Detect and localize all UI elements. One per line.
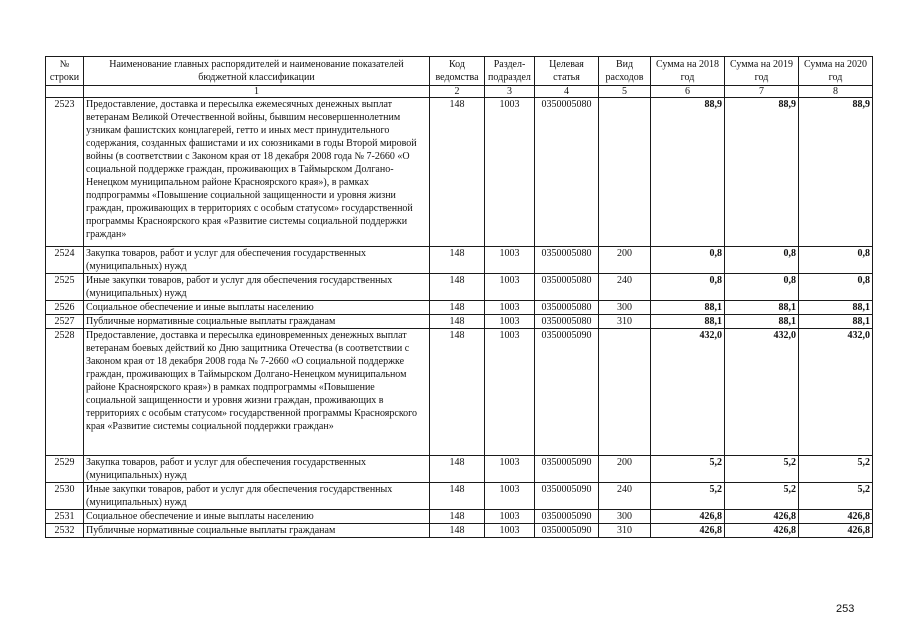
header-sum-2018: Сумма на 2018 год [651,57,725,86]
row-number: 2532 [46,524,84,538]
row-name: Иные закупки товаров, работ и услуг для обеспечения государственных (муниципальных) нужд [84,483,430,510]
header-statya: Целевая статья [535,57,599,86]
table-row [46,98,873,247]
row-statya: 0350005080 [535,315,599,329]
row-sum-2019: 88,1 [725,315,799,329]
table-row [46,524,873,538]
row-number: 2526 [46,301,84,315]
row-razdel: 1003 [485,483,535,510]
column-numbers-row [46,86,873,98]
row-razdel: 1003 [485,329,535,456]
header-row-number: № строки [46,57,84,86]
row-statya: 0350005090 [535,524,599,538]
row-vedomstvo: 148 [430,456,485,483]
row-razdel: 1003 [485,274,535,301]
row-vid: 310 [599,315,651,329]
row-name: Закупка товаров, работ и услуг для обеспечения государственных (муниципальных) нужд [84,247,430,274]
row-sum-2018: 432,0 [651,329,725,456]
row-sum-2019: 88,9 [725,98,799,247]
row-number: 2525 [46,274,84,301]
row-sum-2020: 426,8 [799,510,873,524]
row-vedomstvo: 148 [430,483,485,510]
row-number: 2531 [46,510,84,524]
row-vedomstvo: 148 [430,98,485,247]
row-name: Социальное обеспечение и иные выплаты населению [84,301,430,315]
row-name: Закупка товаров, работ и услуг для обеспечения государственных (муниципальных) нужд [84,456,430,483]
row-sum-2019: 426,8 [725,524,799,538]
row-statya: 0350005090 [535,483,599,510]
table-row [46,301,873,315]
row-razdel: 1003 [485,315,535,329]
column-number: 2 [430,86,485,98]
row-sum-2018: 88,1 [651,301,725,315]
row-sum-2018: 5,2 [651,483,725,510]
row-vedomstvo: 148 [430,301,485,315]
row-sum-2018: 88,9 [651,98,725,247]
row-vid [599,329,651,456]
row-sum-2019: 5,2 [725,483,799,510]
row-sum-2020: 5,2 [799,483,873,510]
row-sum-2018: 426,8 [651,510,725,524]
row-sum-2019: 432,0 [725,329,799,456]
row-vid: 310 [599,524,651,538]
table-row [46,247,873,274]
column-number: 1 [84,86,430,98]
row-sum-2020: 5,2 [799,456,873,483]
header-vedomstvo: Код ведомства [430,57,485,86]
table-row [46,315,873,329]
row-sum-2020: 88,1 [799,301,873,315]
row-sum-2020: 88,1 [799,315,873,329]
header-vid: Вид расходов [599,57,651,86]
row-razdel: 1003 [485,301,535,315]
row-statya: 0350005090 [535,456,599,483]
column-number: 6 [651,86,725,98]
column-number: 4 [535,86,599,98]
header-sum-2020: Сумма на 2020 год [799,57,873,86]
row-vid: 240 [599,483,651,510]
row-razdel: 1003 [485,510,535,524]
header-razdel: Раздел-подраздел [485,57,535,86]
row-vid: 200 [599,456,651,483]
row-razdel: 1003 [485,98,535,247]
row-sum-2019: 0,8 [725,274,799,301]
row-statya: 0350005090 [535,510,599,524]
column-number: 8 [799,86,873,98]
row-sum-2020: 426,8 [799,524,873,538]
row-number: 2528 [46,329,84,456]
row-vedomstvo: 148 [430,274,485,301]
row-statya: 0350005080 [535,98,599,247]
header-row [46,57,873,86]
row-statya: 0350005090 [535,329,599,456]
row-razdel: 1003 [485,247,535,274]
row-number: 2523 [46,98,84,247]
header-name: Наименование главных распорядителей и наименование показателей бюджетной классификации [84,57,430,86]
table-row [46,510,873,524]
row-vid: 240 [599,274,651,301]
row-name: Предоставление, доставка и пересылка единовременных денежных выплат ветеранам боевых действий ко Дню защитника Отечества (в соответствии с Законом края от 18 декабря 2008 года № 7-2660 «О социальной поддержке граждан, проживающих в Таймырском Долгано-Ненецком муниципальном районе Красноярского края») в рамках подпрограммы «Повышение социальной защищенности и уровня жизни граждан, проживающих в территориях с особым статусом» государственной программы Красноярского края «Развитие системы социальной поддержки граждан» [84,329,430,456]
row-number: 2524 [46,247,84,274]
table-row [46,274,873,301]
row-vid: 300 [599,301,651,315]
row-name: Социальное обеспечение и иные выплаты населению [84,510,430,524]
row-razdel: 1003 [485,524,535,538]
row-name: Публичные нормативные социальные выплаты гражданам [84,315,430,329]
row-statya: 0350005080 [535,301,599,315]
row-statya: 0350005080 [535,247,599,274]
row-sum-2020: 432,0 [799,329,873,456]
budget-table [45,56,873,538]
table-row [46,456,873,483]
column-number-blank [46,86,84,98]
row-number: 2527 [46,315,84,329]
row-sum-2018: 5,2 [651,456,725,483]
row-vedomstvo: 148 [430,329,485,456]
column-number: 7 [725,86,799,98]
row-sum-2020: 88,9 [799,98,873,247]
row-vedomstvo: 148 [430,510,485,524]
row-sum-2018: 426,8 [651,524,725,538]
header-sum-2019: Сумма на 2019 год [725,57,799,86]
row-vedomstvo: 148 [430,524,485,538]
row-number: 2530 [46,483,84,510]
column-number: 5 [599,86,651,98]
row-name: Иные закупки товаров, работ и услуг для обеспечения государственных (муниципальных) нужд [84,274,430,301]
row-sum-2019: 88,1 [725,301,799,315]
column-number: 3 [485,86,535,98]
row-sum-2018: 88,1 [651,315,725,329]
row-sum-2018: 0,8 [651,274,725,301]
row-vid [599,98,651,247]
row-sum-2019: 5,2 [725,456,799,483]
row-vid: 200 [599,247,651,274]
row-vedomstvo: 148 [430,315,485,329]
row-sum-2020: 0,8 [799,247,873,274]
row-number: 2529 [46,456,84,483]
row-statya: 0350005080 [535,274,599,301]
row-name: Публичные нормативные социальные выплаты гражданам [84,524,430,538]
row-sum-2018: 0,8 [651,247,725,274]
row-sum-2020: 0,8 [799,274,873,301]
row-vedomstvo: 148 [430,247,485,274]
row-vid: 300 [599,510,651,524]
row-name: Предоставление, доставка и пересылка ежемесячных денежных выплат ветеранам Великой Отечественной войны, бывшим несовершеннолетним узникам фашистских концлагерей, гетто и иных мест принудительного содержания, созданных фашистами и их союзниками в годы Второй мировой войны (в соответствии с Законом края от 18 декабря 2008 года № 7-2660 «О социальной поддержке граждан, проживающих в Таймырском Долгано-Ненецком муниципальном районе Красноярского края»), в рамках подпрограммы «Повышение социальной защищенности и уровня жизни граждан, проживающих в территориях с особым статусом» государственной программы Красноярского края «Развитие системы социальной поддержки граждан» [84,98,430,247]
page-number: 253 [836,603,855,615]
table-row [46,329,873,456]
table-row [46,483,873,510]
row-sum-2019: 426,8 [725,510,799,524]
table-body [46,98,873,538]
row-razdel: 1003 [485,456,535,483]
row-sum-2019: 0,8 [725,247,799,274]
